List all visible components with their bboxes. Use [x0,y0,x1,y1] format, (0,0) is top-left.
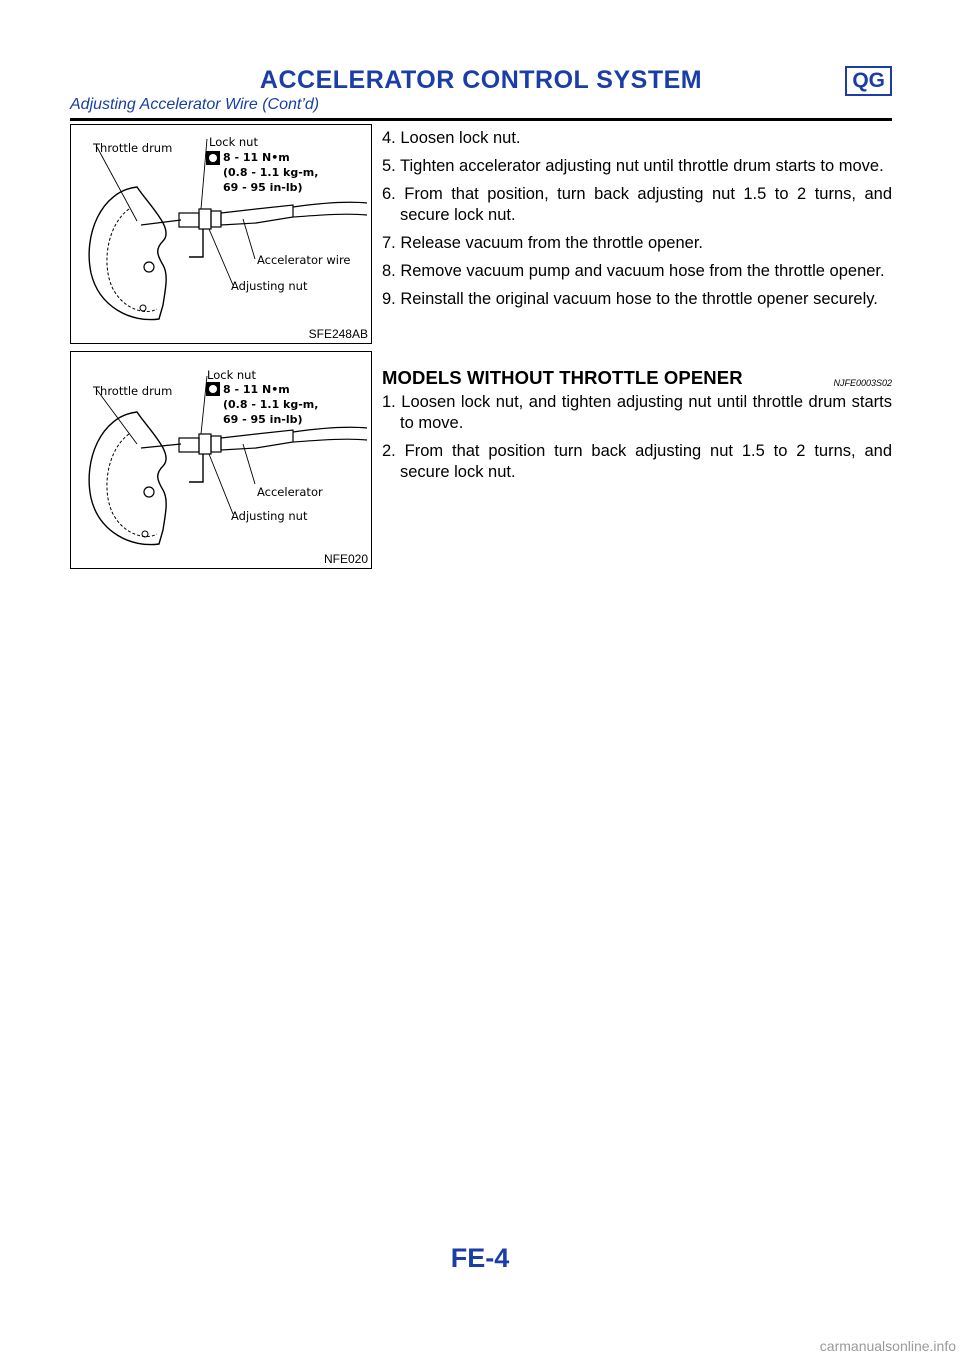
step-9: 9. Reinstall the original vacuum hose to the throttle opener securely. [382,290,878,308]
label-adjusting-nut: Adjusting nut [231,509,308,523]
step-2: 2. From that position turn back adjusting nut 1.5 to 2 turns, and secure lock nut. [382,442,892,481]
label-lock-nut: Lock nut [209,135,258,149]
figure-id: SFE248AB [308,327,368,341]
step-6: 6. From that position, turn back adjusting nut 1.5 to 2 turns, and secure lock nut. [382,185,892,224]
label-torque-1: 8 - 11 N•m [223,383,290,396]
label-torque-2: (0.8 - 1.1 kg-m, [223,398,319,411]
label-accelerator: Accelerator [257,485,323,499]
watermark: carmanualsonline.info [819,1338,956,1354]
header-rule [70,118,892,121]
page-subtitle: Adjusting Accelerator Wire (Cont’d) [70,96,320,113]
label-torque-1: 8 - 11 N•m [223,151,290,164]
label-torque-3: 69 - 95 in-lb) [223,181,303,194]
engine-badge: QG [845,66,892,96]
label-throttle-drum: Throttle drum [93,384,173,398]
steps-with-opener [382,128,892,317]
label-throttle-drum: Throttle drum [93,141,173,155]
step-4: 4. Loosen lock nut. [382,129,521,147]
page-number: FE-4 [450,1243,510,1273]
throttle-drum-diagram [71,125,371,343]
steps-without-opener [382,392,892,490]
figure-nfe020 [70,351,372,569]
figure-id: NFE020 [323,552,368,566]
step-7: 7. Release vacuum from the throttle opener. [382,234,704,252]
label-torque-2: (0.8 - 1.1 kg-m, [223,166,319,179]
page-title: ACCELERATOR CONTROL SYSTEM [259,66,703,94]
label-torque-3: 69 - 95 in-lb) [223,413,303,426]
section-heading: MODELS WITHOUT THROTTLE OPENER [382,367,743,388]
label-accelerator-wire: Accelerator wire [257,253,351,267]
label-adjusting-nut: Adjusting nut [231,279,308,293]
figure-sfe248ab [70,124,372,344]
step-8: 8. Remove vacuum pump and vacuum hose from the throttle opener. [382,262,885,280]
step-5: 5. Tighten accelerator adjusting nut until throttle drum starts to move. [382,157,884,175]
step-1: 1. Loosen lock nut, and tighten adjusting nut until throttle drum starts to move. [382,393,892,432]
label-lock-nut: Lock nut [207,368,256,382]
section-code: NJFE0003S02 [833,378,892,388]
